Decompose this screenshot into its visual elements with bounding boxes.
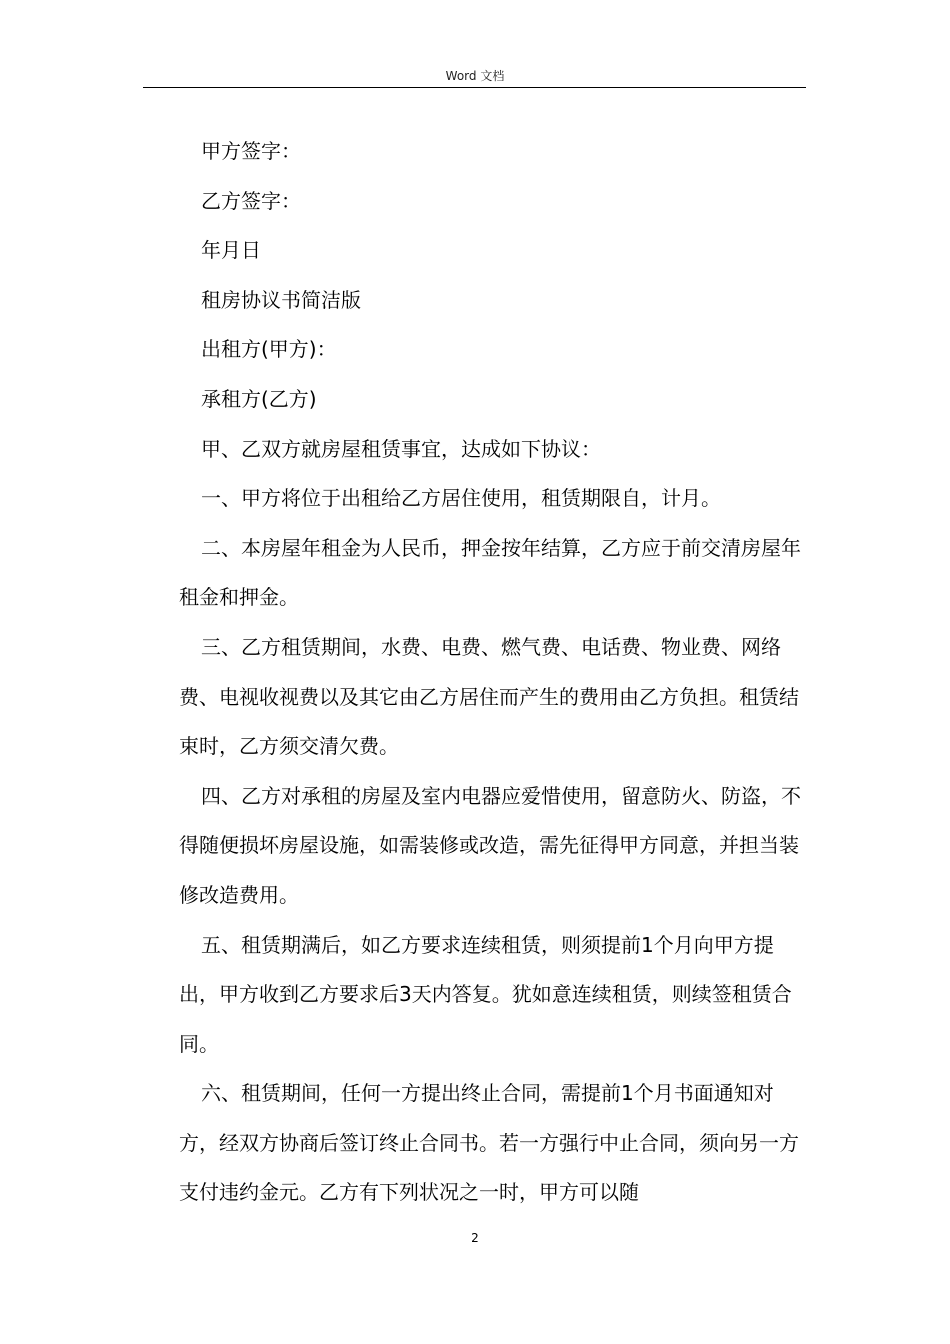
page-number: 2 (471, 1231, 479, 1245)
paragraph: 甲、乙双方就房屋租赁事宜，达成如下协议： (201, 436, 601, 461)
page-header: Word 文档 (445, 69, 505, 83)
paragraph: 出租方(甲方)： (201, 337, 337, 362)
paragraph: 年月日 (201, 238, 261, 263)
paragraph: 租房协议书简洁版 (201, 287, 361, 312)
paragraph: 三、乙方租赁期间，水费、电费、燃气费、电话费、物业费、网络费、电视收视费以及其它由乙方居住而产生的费用由乙方负担。租赁结束时，乙方须交清欠费。 (179, 634, 799, 759)
paragraph: 承租方(乙方) (201, 386, 317, 411)
paragraph: 四、乙方对承租的房屋及室内电器应爱惜使用，留意防火、防盗，不得随便损坏房屋设施，如需装修或改造，需先征得甲方同意，并担当装修改造费用。 (179, 783, 801, 907)
paragraph: 一、甲方将位于出租给乙方居住使用，租赁期限自，计月。 (201, 486, 721, 511)
paragraph: 二、本房屋年租金为人民币，押金按年结算，乙方应于前交清房屋年租金和押金。 (179, 535, 801, 610)
document-body (179, 127, 804, 1218)
paragraph: 五、租赁期满后，如乙方要求连续租赁，则须提前1个月向甲方提出，甲方收到乙方要求后3天内答复。犹如意连续租赁，则续签租赁合同。 (179, 932, 792, 1056)
paragraph: 乙方签字： (201, 188, 301, 213)
paragraph: 甲方签字： (201, 139, 301, 163)
header-divider (143, 87, 806, 88)
paragraph: 六、租赁期间，任何一方提出终止合同，需提前1个月书面通知对方，经双方协商后签订终止合同书。若一方强行中止合同，须向另一方支付违约金元。乙方有下列状况之一时，甲方可以随 (179, 1081, 799, 1205)
